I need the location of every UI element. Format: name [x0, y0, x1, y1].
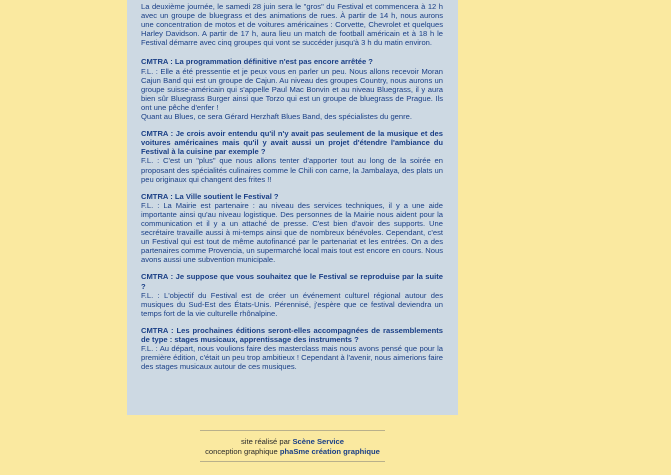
- intro-paragraph: [141, 2, 443, 47]
- credit-prefix: site réalisé par: [240, 437, 293, 446]
- question: CMTRA : Les prochaines éditions seront-elles accompagnées de rassemblements de type : stages musicaux, apprentissage des instruments ?: [141, 325, 443, 344]
- question: CMTRA : La programmation définitive n'est pas encore arrêtée ?: [141, 57, 373, 67]
- credit-line-site: [200, 437, 385, 447]
- answer: F.L. : L'objectif du Festival est de créer un événement culturel régional autour des musiques du Sud-Est des États-Unis. Pérennisé, j'espère que ce festival deviendra un temps fort de la vie culturelle rhônalpine.: [141, 290, 443, 318]
- qa-block: [141, 326, 443, 371]
- site-credits: [200, 430, 385, 462]
- question: CMTRA : La Ville soutient le Festival ?: [141, 191, 279, 201]
- answer: F.L. : C'est un "plus" que nous allons tenter d'apporter tout au long de la soirée en proposant des spécialités culinaires comme le Chili con carne, la Jambalaya, des plats un peu originaux qui changent des frites !!: [141, 156, 443, 184]
- qa-block: [141, 192, 443, 265]
- article-content: [141, 2, 443, 379]
- qa-block: [141, 272, 443, 317]
- question: CMTRA : Je suppose que vous souhaitez que le Festival se reproduise par la suite ?: [141, 272, 443, 291]
- qa-block: [141, 57, 443, 121]
- answer: F.L. : La Mairie est partenaire : au niveau des services techniques, il y a une aide importante ainsi qu'au niveau logistique. Des personnes de la Mairie nous aident pour la communication et il y a un attaché de presse. C'est bien d'avoir des supports. Une secrétaire travaille aussi à mi-temps ainsi que de nombreux bénévoles. Cependant, c'est un Festival qui est tout de même autofinancé par le partenariat et les entrées. On a des partenaires comme Provencia, un supermarché local mais tout est encore en cours. Nous avons aussi une subvention municipale.: [141, 200, 443, 265]
- credit-line-design: [200, 447, 385, 457]
- credit-prefix: conception graphique: [205, 447, 280, 456]
- answer: F.L. : Elle a été pressentie et je peux vous en parler un peu. Nous allons recevoir Moran Cajun Band qui est un groupe de Cajun. Au niveau des groupes Country, nous aurons un groupe suisse-américain qui s'appelle Paul Mac Bonvin et au niveau Bluegrass, il y aura bien sûr Bluegrass Burger ainsi que Torzo qui est un groupe de bluegrass de Prague. Ils ont une pêche d'enfer !: [141, 66, 443, 112]
- qa-block: [141, 129, 443, 184]
- question: CMTRA : Je crois avoir entendu qu'il n'y avait pas seulement de la musique et des voitures américaines mais qu'il y avait aussi un projet d'étendre l'ambiance du Festival à la cuisine par exemple ?: [141, 129, 443, 157]
- answer: F.L. : Au départ, nous voulions faire des masterclass mais nous avons pensé que pour la première édition, c'était un peu trop ambitieux ! Cependant à l'avenir, nous aimerions faire des stages musicaux autour de ces musiques.: [141, 344, 443, 372]
- answer-continued: Quant au Blues, ce sera Gérard Herzhaft Blues Band, des spécialistes du genre.: [141, 112, 412, 122]
- scene-service-link[interactable]: Scène Service: [292, 437, 344, 446]
- intro-text: La deuxième journée, le samedi 28 juin sera le "gros" du Festival et commencera à 12 h avec un groupe de bluegrass et des animations de rues. À partir de 14 h, nous aurons une concentration de motos et de voitures américaines : Corvette, Chevrolet et quelques Harley Davidson. A partir de 17 h, aura lieu un match de football américain et à 18 h le Festival démarre avec cinq groupes qui vont se succéder jusqu'à 3 h du matin environ.: [141, 2, 443, 48]
- phasme-link[interactable]: phaSme création graphique: [279, 447, 380, 456]
